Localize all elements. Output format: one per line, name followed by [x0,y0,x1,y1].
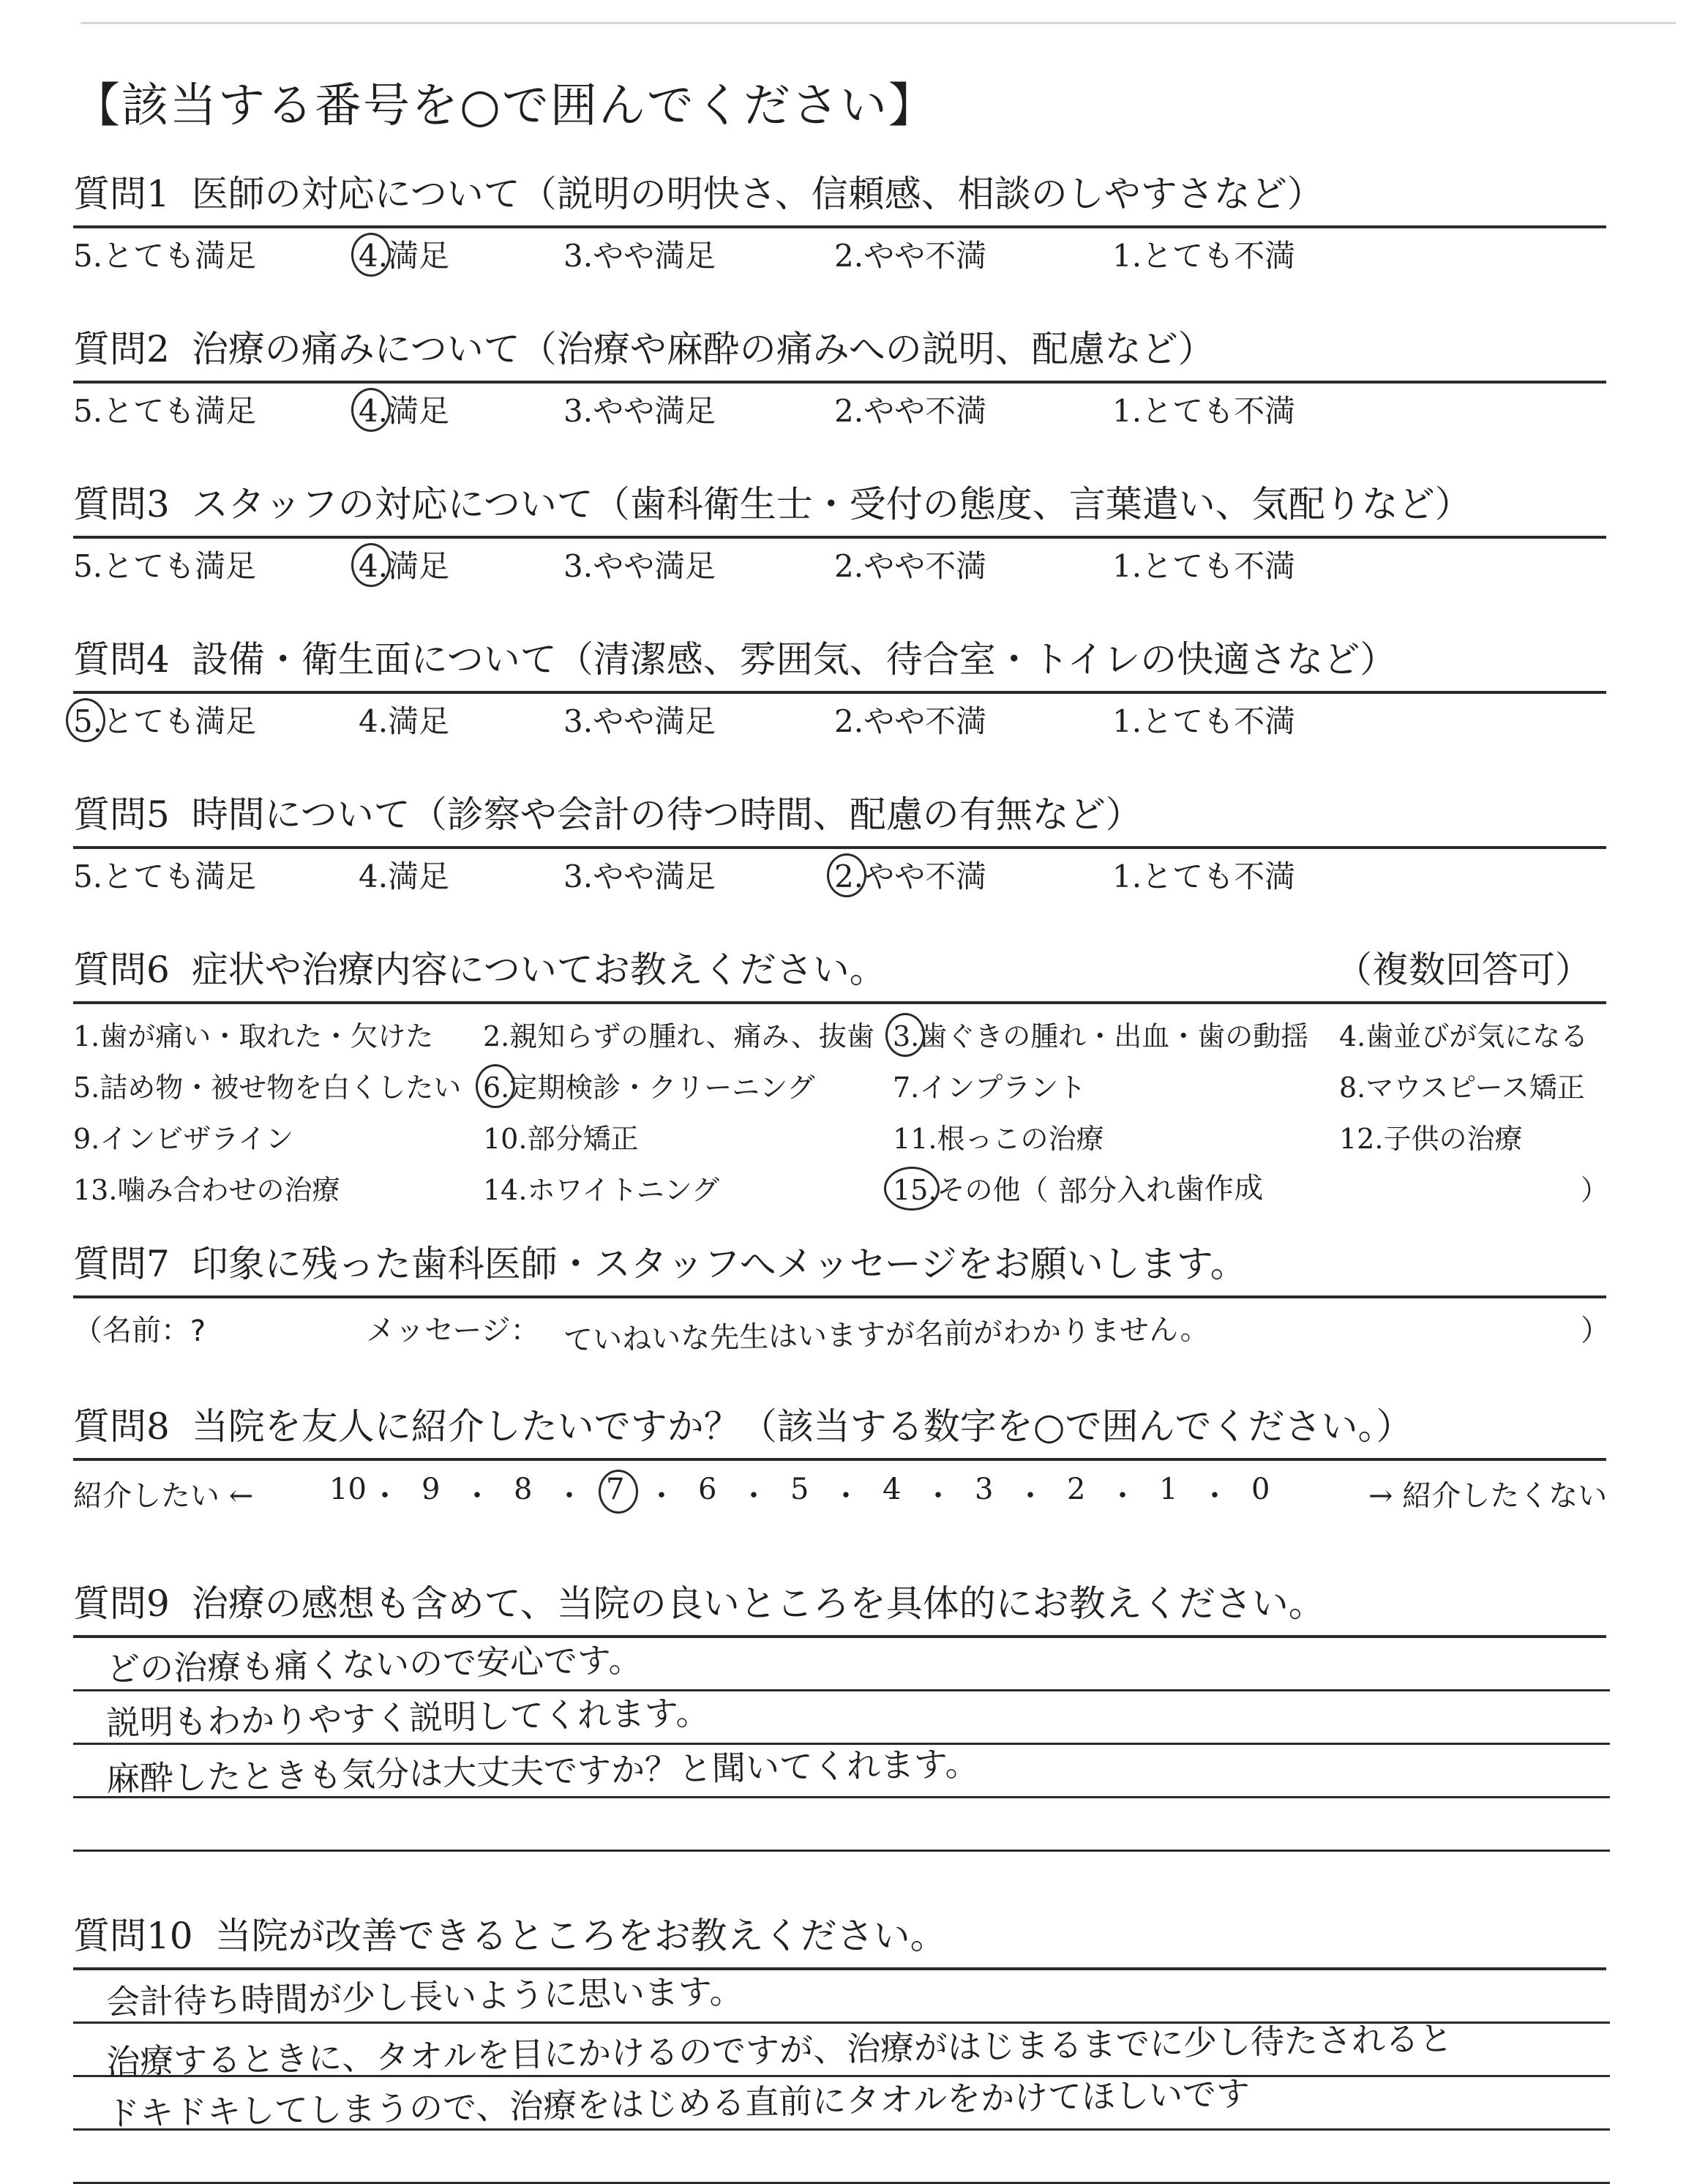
answer-line [73,2131,1610,2184]
option-label: 歯並びが気になる [1365,1020,1589,1052]
question-label: 質問4 [73,638,170,681]
option-label: その他（ [937,1174,1049,1206]
name-value-handwritten[interactable]: ? [190,1314,206,1349]
option-label: 満足 [388,703,450,739]
scale-separator: ・ [647,1479,676,1513]
option-number: 5. [73,859,103,894]
option-label: 根っこの治療 [937,1123,1104,1155]
message-line [73,1298,1610,1357]
question-2-title [73,324,1610,375]
multiple-answers-note: （複数回答可） [1335,949,1592,991]
symptom-option-10[interactable] [483,1118,638,1159]
option-number: 4. [359,546,388,587]
close-paren: ） [1581,1314,1610,1347]
option-label: やや不満 [863,859,987,894]
name-label: （名前： [73,1314,190,1347]
option-number: 3. [563,393,593,429]
question-label: 質問9 [73,1582,170,1625]
option-number: 7. [893,1072,920,1104]
rating-option-4[interactable] [359,856,449,897]
option-number: 3. [563,703,593,739]
symptom-options [73,1004,1610,1238]
scale-value-9[interactable]: 9 [422,1473,441,1506]
option-number: 5. [73,1072,100,1104]
question-4 [73,634,1610,789]
rating-option-5[interactable] [73,856,256,897]
option-number: 3. [893,1016,919,1057]
survey-form [73,73,1610,2184]
scale-value-6[interactable]: 6 [698,1473,717,1506]
option-label: やや不満 [863,548,987,584]
rating-option-2[interactable] [834,391,986,432]
rating-option-1[interactable] [1112,701,1295,742]
symptom-option-14[interactable] [483,1170,719,1211]
scale-separator: ・ [1200,1479,1229,1513]
scale-value-1[interactable]: 1 [1159,1473,1178,1506]
option-label: 歯が痛い・取れた・欠けた [100,1020,434,1052]
option-number: 4. [359,859,389,894]
option-number: 4. [1339,1020,1366,1052]
question-8-title [73,1401,1610,1452]
scale-separator: ・ [1108,1479,1137,1513]
option-number: 14. [483,1174,528,1206]
question-text: 設備・衛生面について（清潔感、雰囲気、待合室・トイレの快適さなど） [191,638,1397,681]
question-label: 質問3 [73,483,170,526]
option-label: やや満足 [593,703,716,739]
symptom-option-3[interactable] [893,1016,1308,1057]
option-label: 満足 [388,238,450,274]
question-label: 質問2 [73,328,170,370]
scale-separator: ・ [462,1479,492,1513]
question-10-title [73,1910,1610,1962]
option-label: とても不満 [1142,393,1296,429]
scale-value-3[interactable]: 3 [975,1473,994,1506]
option-number: 3. [563,548,593,584]
option-label: やや満足 [593,859,716,894]
question-1 [73,168,1610,324]
symptom-option-1[interactable] [73,1016,433,1057]
option-number: 6. [483,1067,509,1108]
question-label: 質問10 [73,1915,193,1957]
rating-option-4[interactable] [359,546,449,587]
answer-line [73,2073,1610,2133]
option-label: 満足 [388,548,450,584]
option-number: 13. [73,1174,118,1206]
question-5-title [73,789,1610,840]
option-number: 1. [1112,859,1142,894]
answer-line [73,1798,1610,1852]
question-8 [73,1401,1610,1534]
question-5 [73,789,1610,944]
option-label: 満足 [388,393,450,429]
rating-option-3[interactable] [563,391,716,432]
question-10 [73,1910,1610,2184]
option-label: 満足 [388,859,450,894]
scale-separator: ・ [555,1479,584,1513]
option-number: 5. [73,548,103,584]
symptom-option-12[interactable] [1339,1118,1522,1159]
scale-separator: ・ [1016,1479,1045,1513]
option-label: とても不満 [1142,703,1296,739]
option-label: やや不満 [863,393,987,429]
option-number: 4. [359,703,389,739]
rating-option-5[interactable] [73,701,256,742]
option-label: 噛み合わせの治療 [117,1174,340,1206]
question-text: 治療の感想も含めて、当院の良いところを具体的にお教えください。 [191,1582,1325,1625]
option-number: 8. [1339,1072,1366,1104]
scale-separator: ・ [923,1479,953,1513]
option-label: とても満足 [102,238,257,274]
option-label: やや不満 [863,238,987,274]
symptom-option-7[interactable] [893,1067,1086,1108]
option-number: 2. [834,703,864,739]
scale-separator: ・ [831,1479,861,1513]
rating-options [73,228,1610,288]
handwritten-answer[interactable]: 治療するときに、タオルを目にかけるのですが、治療がはじまるまでに少し待たされると [105,2018,1453,2082]
improvement-answer[interactable] [73,1970,1610,2184]
option-label: インプラント [919,1072,1087,1104]
option-label: とても不満 [1142,238,1296,274]
scale-value-2[interactable]: 2 [1067,1473,1086,1506]
symptom-option-8[interactable] [1339,1067,1585,1108]
handwritten-answer[interactable]: 会計待ち時間が少し長いように思います。 [105,1971,743,2022]
question-text: 治療の痛みについて（治療や麻酔の痛みへの説明、配慮など） [191,328,1215,370]
option-label: やや満足 [593,548,716,584]
rating-option-3[interactable] [563,701,716,742]
answer-line [73,1691,1610,1745]
scale-separator: ・ [370,1479,400,1513]
other-handwritten-answer[interactable]: 部分入れ歯作成 [1058,1171,1264,1209]
symptom-option-6[interactable] [483,1067,815,1108]
option-number: 1. [1112,393,1142,429]
option-number: 1. [1112,238,1142,274]
option-label: とても満足 [102,393,257,429]
scale-value-10[interactable]: 10 [329,1473,367,1506]
option-label: やや不満 [863,703,987,739]
question-label: 質問8 [73,1405,170,1448]
question-3-title [73,479,1610,530]
question-4-title [73,634,1610,685]
symptom-option-9[interactable] [73,1118,293,1159]
option-number: 10. [483,1123,528,1155]
handwritten-answer[interactable]: 説明もわかりやすく説明してくれます。 [105,1692,710,1743]
option-number: 1. [1112,548,1142,584]
rating-options [73,384,1610,444]
question-text: 症状や治療内容についてお教えください。 [191,949,886,991]
option-label: やや満足 [593,238,716,274]
rating-questions [73,168,1610,944]
scale-separator: ・ [739,1479,768,1513]
option-number: 5. [73,238,103,274]
question-6 [73,944,1610,1238]
option-number: 12. [1339,1123,1384,1155]
option-number: 3. [563,859,593,894]
rating-option-2[interactable] [834,236,986,277]
option-number: 9. [73,1123,100,1155]
rating-option-1[interactable] [1112,546,1295,587]
rating-option-3[interactable] [563,856,716,897]
question-label: 質問1 [73,173,170,215]
rating-option-5[interactable] [73,546,256,587]
option-number: 1. [73,1020,100,1052]
message-label: メッセージ： [366,1314,540,1347]
option-label: インビザライン [100,1123,294,1155]
symptom-option-4[interactable] [1339,1016,1588,1057]
close-paren: ） [1581,1174,1609,1206]
symptom-option-13[interactable] [73,1170,340,1211]
scale-value-4[interactable]: 4 [883,1473,902,1506]
scan-edge-line [80,22,1676,24]
option-label: 詰め物・被せ物を白くしたい [100,1072,462,1104]
question-3 [73,479,1610,634]
good-points-answer[interactable] [73,1638,1610,1852]
handwritten-answer[interactable]: 麻酔したときも気分は大丈夫ですか？と聞いてくれます。 [105,1743,979,1799]
answer-line [73,2018,1610,2082]
option-label: やや満足 [593,393,716,429]
question-text: 当院が改善できるところをお教えください。 [214,1915,947,1957]
question-7-title [73,1238,1610,1290]
question-label: 質問5 [73,793,170,836]
answer-line [73,1638,1610,1691]
option-number: 2. [834,856,863,897]
option-label: 定期検診・クリーニング [509,1072,815,1104]
answer-line [73,1745,1610,1798]
rating-option-1[interactable] [1112,391,1295,432]
symptom-option-2[interactable] [483,1016,874,1057]
option-label: とても満足 [102,703,257,739]
rating-option-4[interactable] [359,236,449,277]
recommend-scale [73,1461,1610,1534]
option-number: 2. [483,1020,510,1052]
rating-options [73,849,1610,909]
scale-value-8[interactable]: 8 [514,1473,533,1506]
question-text: 時間について（診察や会計の待つ時間、配慮の有無など） [191,793,1142,836]
option-label: 歯ぐきの腫れ・出血・歯の動揺 [919,1020,1309,1052]
rating-options [73,539,1610,599]
message-value-handwritten[interactable]: ていねいな先生はいますが名前がわかりません。 [563,1312,1210,1358]
option-number: 15. [893,1170,937,1211]
scale-value-5[interactable]: 5 [790,1473,809,1506]
handwritten-answer[interactable]: ドキドキしてしまうので、治療をはじめる直前にタオルをかけてほしいです [105,2073,1251,2133]
option-number: 4. [359,391,388,432]
rating-options [73,694,1610,754]
scale-value-0[interactable]: 0 [1251,1473,1270,1506]
question-text: スタッフの対応について（歯科衛生士・受付の態度、言葉遣い、気配りなど） [191,483,1472,526]
rating-option-2[interactable] [834,856,986,897]
question-label: 質問7 [73,1243,170,1285]
question-9 [73,1578,1610,1852]
question-6-title [73,944,1610,995]
option-number: 4. [359,236,388,277]
form-instruction-header: 【該当する番号を○で囲んでください】 [73,79,937,133]
option-label: 親知らずの腫れ、痛み、抜歯 [509,1020,874,1052]
rating-option-5[interactable] [73,236,256,277]
option-label: とても不満 [1142,859,1296,894]
option-number: 2. [834,238,864,274]
rating-option-4[interactable] [359,701,449,742]
rating-option-2[interactable] [834,546,986,587]
option-label: 子供の治療 [1383,1123,1523,1155]
symptom-option-5[interactable] [73,1067,461,1108]
option-number: 1. [1112,703,1142,739]
question-9-title [73,1578,1610,1629]
rating-option-1[interactable] [1112,236,1295,277]
option-number: 5. [73,393,103,429]
rating-option-3[interactable] [563,546,716,587]
rating-option-5[interactable] [73,391,256,432]
option-number: 3. [563,238,593,274]
option-label: ホワイトニング [527,1174,720,1206]
handwritten-answer[interactable]: どの治療も痛くないので安心です。 [105,1639,642,1689]
option-label: とても満足 [102,548,257,584]
scale-right-label: → 紹介したくない [1368,1479,1608,1513]
scale-left-label: 紹介したい ← [73,1479,254,1513]
option-label: マウスピース矯正 [1365,1072,1585,1104]
question-text: 医師の対応について（説明の明快さ、信頼感、相談のしやすさなど） [191,173,1324,215]
option-number: 11. [893,1123,937,1155]
option-label: とても満足 [102,859,257,894]
rating-option-2[interactable] [834,701,986,742]
option-number: 2. [834,393,864,429]
rating-option-3[interactable] [563,236,716,277]
scale-value-7[interactable]: 7 [606,1473,625,1506]
question-text: 当院を友人に紹介したいですか？（該当する数字を○で囲んでください。） [191,1405,1413,1448]
question-text: 印象に残った歯科医師・スタッフへメッセージをお願いします。 [191,1243,1247,1285]
option-label: 部分矯正 [527,1123,639,1155]
option-number: 2. [834,548,864,584]
option-number: 5. [73,701,102,742]
question-label: 質問6 [73,949,170,991]
question-7 [73,1238,1610,1357]
symptom-option-11[interactable] [893,1118,1104,1159]
rating-option-1[interactable] [1112,856,1295,897]
question-2 [73,324,1610,479]
rating-option-4[interactable] [359,391,449,432]
symptom-option-15[interactable] [893,1170,1263,1211]
question-1-title [73,168,1610,220]
option-label: とても不満 [1142,548,1296,584]
